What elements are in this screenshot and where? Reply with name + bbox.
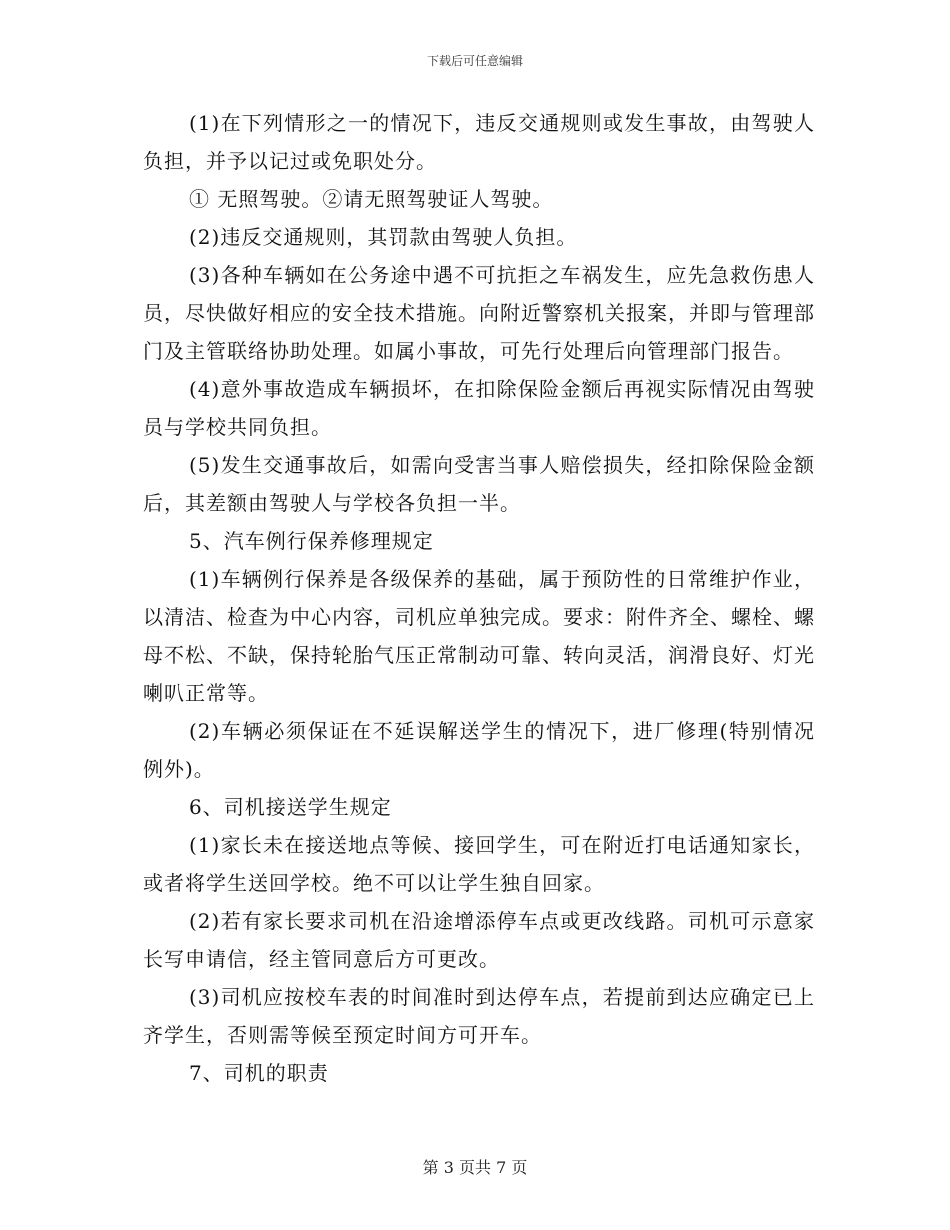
section-heading-7: 7、司机的职责	[189, 1061, 329, 1085]
section-heading-5: 5、汽车例行保养修理规定	[189, 529, 434, 553]
paragraph-1: (1)在下列情形之一的情况下，违反交通规则或发生事故，由驾驶人负担，并予以记过或免职处分。	[143, 111, 815, 173]
paragraph-9: (1)家长未在接送地点等候、接回学生，可在附近打电话通知家长，或者将学生送回学校。绝不可以让学生独自回家。	[143, 833, 815, 895]
section-heading-6: 6、司机接送学生规定	[189, 795, 392, 819]
paragraph-6: (5)发生交通事故后，如需向受害当事人赔偿损失，经扣除保险金额后，其差额由驾驶人与学校各负担一半。	[143, 453, 815, 515]
paragraph-4: (3)各种车辆如在公务途中遇不可抗拒之车祸发生，应先急救伤患人员，尽快做好相应的安全技术措施。向附近警察机关报案，并即与管理部门及主管联络协助处理。如属小事故，可先行处理后向管理部门报告。	[143, 263, 815, 363]
paragraph-7: (1)车辆例行保养是各级保养的基础，属于预防性的日常维护作业，以清洁、检查为中心内容，司机应单独完成。要求：附件齐全、螺栓、螺母不松、不缺，保持轮胎气压正常制动可靠、转向灵活，润滑良好、灯光喇叭正常等。	[143, 567, 815, 705]
paragraph-5: (4)意外事故造成车辆损坏，在扣除保险金额后再视实际情况由驾驶员与学校共同负担。	[143, 377, 815, 439]
page-footer: 第 3 页共 7 页	[422, 1158, 528, 1177]
page-header: 下载后可任意编辑	[426, 54, 523, 68]
paragraph-3: (2)违反交通规则，其罚款由驾驶人负担。	[189, 225, 578, 249]
paragraph-8: (2)车辆必须保证在不延误解送学生的情况下，进厂修理(特别情况例外)。	[143, 719, 815, 781]
paragraph-2: ① 无照驾驶。②请无照驾驶证人驾驶。	[189, 187, 554, 211]
paragraph-11: (3)司机应按校车表的时间准时到达停车点，若提前到达应确定已上齐学生，否则需等候至预定时间方可开车。	[143, 985, 815, 1047]
paragraph-10: (2)若有家长要求司机在沿途增添停车点或更改线路。司机可示意家长写申请信，经主管同意后方可更改。	[143, 909, 815, 971]
document-body	[143, 104, 815, 1092]
